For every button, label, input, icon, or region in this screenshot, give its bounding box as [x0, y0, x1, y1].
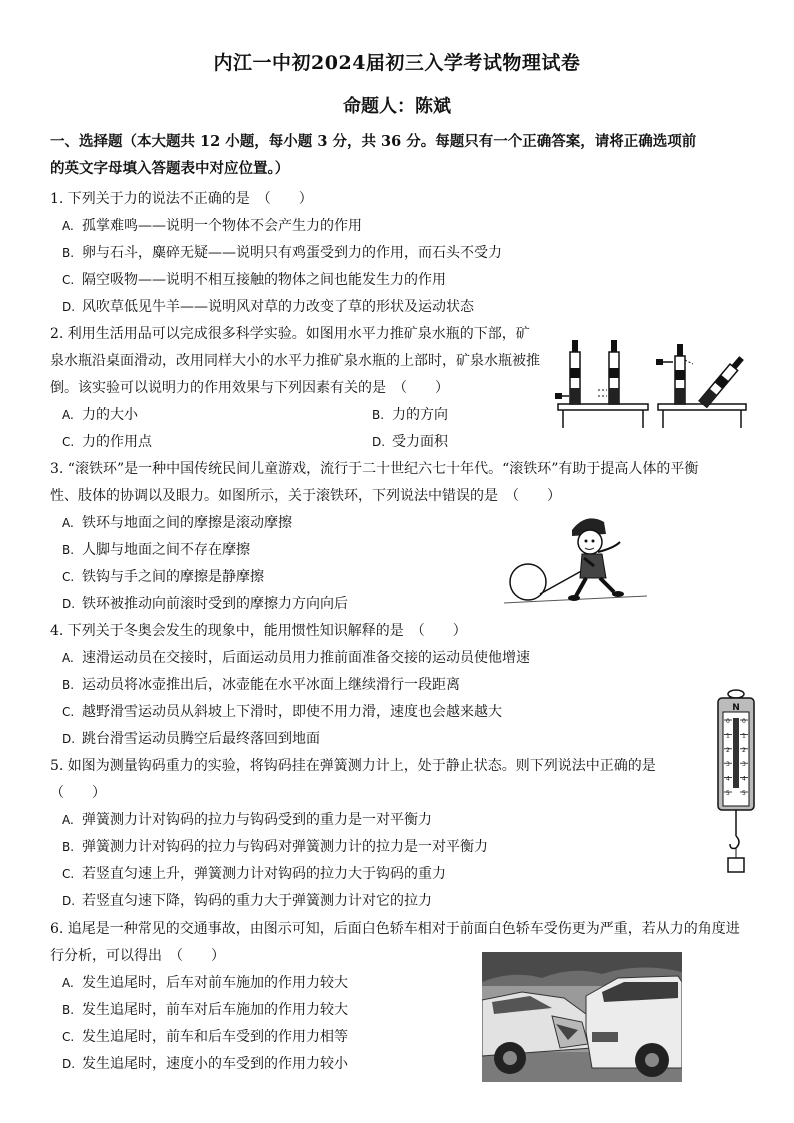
question-2-option-d — [372, 429, 448, 456]
option-label: D. — [62, 300, 76, 314]
question-5-stem-line-1: 5. 如图为测量钩码重力的实验，将钩码挂在弹簧测力计上，处于静止状态。则下列说法中正确的是 — [50, 758, 656, 774]
section-heading-line-1: 一、选择题（本大题共 12 小题，每小题 3 分，共 36 分。每题只有一个正确答案，请将正确选项前 — [50, 133, 697, 150]
option-text: 力的大小 — [82, 407, 138, 423]
question-2-option-a — [62, 402, 138, 429]
question-3-option-d — [62, 591, 348, 618]
option-text: 越野滑雪运动员从斜坡上下滑时，即使不用力滑，速度也会越来越大 — [82, 704, 502, 720]
iron-hoop-figure — [502, 508, 650, 608]
scale-tick-label: 2 — [742, 746, 746, 754]
option-label: B. — [372, 408, 385, 422]
question-6-option-d — [62, 1051, 348, 1078]
option-label: A. — [62, 813, 74, 827]
option-label: A. — [62, 516, 74, 530]
option-text: 跳台滑雪运动员腾空后最终落回到地面 — [82, 731, 320, 747]
option-label: D. — [62, 894, 76, 908]
exam-title: 内江一中初2024届初三入学考试物理试卷 — [213, 52, 581, 74]
option-text: 铁环被推动向前滚时受到的摩擦力方向向后 — [82, 596, 348, 612]
scale-tick-label: 5 — [726, 790, 730, 797]
question-3-stem-line-1: 3. “滚铁环”是一种中国传统民间儿童游戏，流行于二十世纪六七十年代。“滚铁环”有助于提高人体的平衡 — [50, 461, 699, 477]
scale-tick-label: 0 — [742, 718, 746, 725]
question-5-option-d — [62, 888, 432, 915]
option-label: C. — [62, 705, 75, 719]
question-2-option-b — [372, 402, 448, 429]
question-3-stem-line-2: 性、肢体的协调以及眼力。如图所示，关于滚铁环，下列说法中错误的是 （ ） — [50, 488, 561, 504]
question-4-option-c — [62, 699, 502, 726]
question-5-option-c — [62, 861, 446, 888]
question-4-option-a — [62, 645, 530, 672]
option-label: D. — [62, 732, 76, 746]
option-label: B. — [62, 1003, 75, 1017]
scale-tick-label: 1 — [742, 732, 746, 740]
scale-tick-label: 4 — [726, 775, 730, 783]
option-text: 发生追尾时，前车对后车施加的作用力较大 — [82, 1002, 348, 1018]
section-heading — [50, 128, 750, 182]
question-3-option-a — [62, 510, 292, 537]
option-text: 铁钩与手之间的摩擦是静摩擦 — [82, 569, 264, 585]
question-2-option-c — [62, 429, 152, 456]
option-label: A. — [62, 219, 74, 233]
option-label: B. — [62, 840, 75, 854]
option-text: 若竖直匀速上升，弹簧测力计对钩码的拉力大于钩码的重力 — [82, 866, 446, 882]
option-text: 孤掌难鸣——说明一个物体不会产生力的作用 — [82, 218, 362, 234]
option-label: D. — [62, 1057, 76, 1071]
question-3-option-c — [62, 564, 264, 591]
option-label: B. — [62, 246, 75, 260]
option-text: 弹簧测力计对钩码的拉力与钩码受到的重力是一对平衡力 — [82, 812, 432, 828]
scale-tick-label: 5 — [742, 790, 746, 797]
option-label: D. — [62, 597, 76, 611]
option-text: 受力面积 — [392, 434, 448, 450]
option-label: B. — [62, 678, 75, 692]
option-text: 弹簧测力计对钩码的拉力与钩码对弹簧测力计的拉力是一对平衡力 — [82, 839, 488, 855]
question-6-stem-line-2: 行分析，可以得出 （ ） — [50, 948, 225, 964]
option-text: 人脚与地面之间不存在摩擦 — [82, 542, 250, 558]
question-5-stem-line-2: （ ） — [50, 785, 106, 801]
scale-tick-label: 1 — [726, 732, 730, 740]
scale-tick-label: 4 — [742, 775, 746, 783]
option-text: 速滑运动员在交接时，后面运动员用力推前面准备交接的运动员使他增速 — [82, 650, 530, 666]
scale-tick-label: 3 — [742, 761, 746, 769]
spring-scale-figure — [712, 688, 760, 878]
question-6-option-b — [62, 997, 348, 1024]
scale-tick-label: 3 — [726, 761, 730, 769]
question-3-option-b — [62, 537, 250, 564]
exam-author: 命题人：陈斌 — [343, 96, 451, 117]
question-5-option-b — [62, 834, 488, 861]
option-text: 风吹草低见牛羊——说明风对草的力改变了草的形状及运动状态 — [82, 299, 474, 315]
question-6-option-c — [62, 1024, 348, 1051]
question-1-option-c — [62, 267, 446, 294]
question-2-stem-line-3: 倒。该实验可以说明力的作用效果与下列因素有关的是 （ ） — [50, 380, 449, 396]
option-text: 铁环与地面之间的摩擦是滚动摩擦 — [82, 515, 292, 531]
option-text: 发生追尾时，后车对前车施加的作用力较大 — [82, 975, 348, 991]
option-label: B. — [62, 543, 75, 557]
option-text: 发生追尾时，前车和后车受到的作用力相等 — [82, 1029, 348, 1045]
question-1-stem: 1. 下列关于力的说法不正确的是 （ ） — [50, 191, 313, 207]
option-label: C. — [62, 273, 75, 287]
question-6-stem-line-1: 6. 追尾是一种常见的交通事故，由图示可知，后面白色轿车相对于前面白色轿车受伤更为严重，若从力的角度进 — [50, 921, 740, 937]
option-text: 发生追尾时，速度小的车受到的作用力较小 — [82, 1056, 348, 1072]
option-label: C. — [62, 867, 75, 881]
option-label: A. — [62, 976, 74, 990]
option-text: 运动员将冰壶推出后，冰壶能在水平冰面上继续滑行一段距离 — [82, 677, 460, 693]
question-6-option-a — [62, 970, 348, 997]
bottle-push-figure — [553, 330, 748, 430]
scale-unit-label: N — [732, 703, 740, 713]
question-1-option-d — [62, 294, 474, 321]
section-heading-line-2: 的英文字母填入答题表中对应位置。） — [50, 160, 290, 177]
question-4-option-b — [62, 672, 460, 699]
car-collision-photo — [482, 952, 682, 1082]
option-label: A. — [62, 651, 74, 665]
question-1-option-a — [62, 213, 362, 240]
option-label: C. — [62, 1030, 75, 1044]
option-label: C. — [62, 435, 75, 449]
question-1-option-b — [62, 240, 502, 267]
question-4-stem: 4. 下列关于冬奥会发生的现象中，能用惯性知识解释的是 （ ） — [50, 623, 467, 639]
scale-tick-label: 2 — [726, 746, 730, 754]
question-2-stem-line-1: 2. 利用生活用品可以完成很多科学实验。如图用水平力推矿泉水瓶的下部，矿 — [50, 326, 530, 342]
option-text: 卵与石斗，麋碎无疑——说明只有鸡蛋受到力的作用，而石头不受力 — [82, 245, 502, 261]
scale-tick-label: 0 — [726, 718, 730, 725]
question-4-option-d — [62, 726, 320, 753]
option-label: A. — [62, 408, 74, 422]
option-label: C. — [62, 570, 75, 584]
option-text: 隔空吸物——说明不相互接触的物体之间也能发生力的作用 — [82, 272, 446, 288]
question-5-option-a — [62, 807, 432, 834]
question-2-stem-line-2: 泉水瓶沿桌面滑动，改用同样大小的水平力推矿泉水瓶的上部时，矿泉水瓶被推 — [50, 353, 540, 369]
option-text: 力的作用点 — [82, 434, 152, 450]
option-text: 力的方向 — [392, 407, 448, 423]
option-text: 若竖直匀速下降，钩码的重力大于弹簧测力计对它的拉力 — [82, 893, 432, 909]
option-label: D. — [372, 435, 386, 449]
